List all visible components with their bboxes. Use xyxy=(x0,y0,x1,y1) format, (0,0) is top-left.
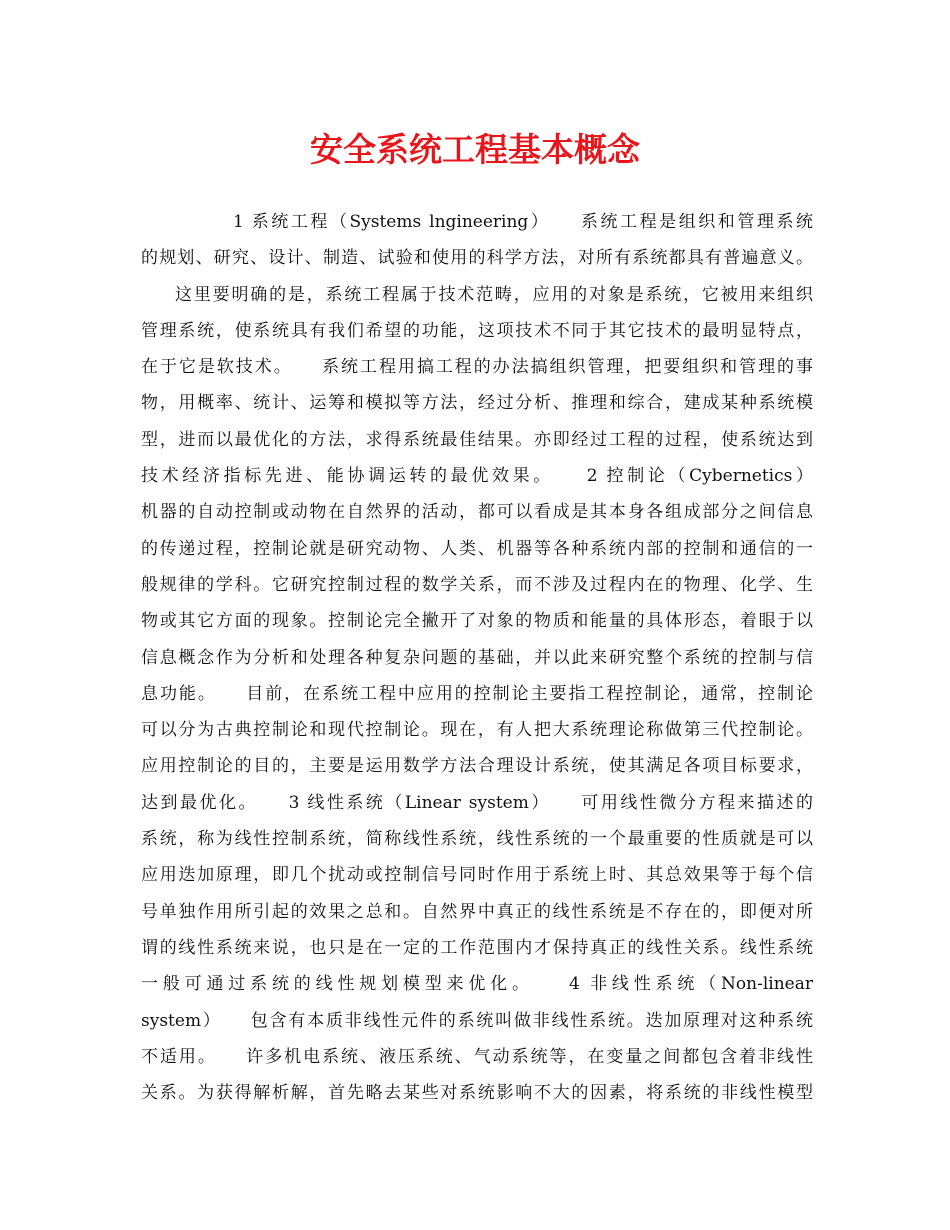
body-line: 机器的自动控制或动物在自然界的活动，都可以看成是其本身各组成部分之间信息 xyxy=(141,502,813,523)
body-line: 型，进而以最优化的方法，求得系统最佳结果。亦即经过工程的过程，使系统达到 xyxy=(141,429,813,450)
body-line: 1 系统工程（Systems lngineering） 系统工程是组织和管理系统 xyxy=(233,212,813,232)
body-line: 系统，称为线性控制系统，简称线性系统，线性系统的一个最重要的性质就是可以 xyxy=(141,829,813,850)
body-line: 达到最优化。 3 线性系统（Linear system） 可用线性微分方程来描述的 xyxy=(141,792,813,813)
body-line: 不适用。 许多机电系统、液压系统、气动系统等，在变量之间都包含着非线性 xyxy=(141,1046,813,1067)
body-line: 谓的线性系统来说，也只是在一定的工作范围内才保持真正的线性关系。线性系统 xyxy=(141,937,813,958)
document-body xyxy=(141,204,813,1111)
document-title: 安全系统工程基本概念 xyxy=(310,130,640,169)
body-line: 物，用概率、统计、运筹和模拟等方法，经过分析、推理和综合，建成某种系统模 xyxy=(141,393,813,414)
body-line: 管理系统，使系统具有我们希望的功能，这项技术不同于其它技术的最明显特点， xyxy=(141,320,813,341)
body-line: 可以分为古典控制论和现代控制论。现在，有人把大系统理论称做第三代控制论。 xyxy=(141,720,813,741)
body-line: system） 包含有本质非线性元件的系统叫做非线性系统。迭加原理对这种系统 xyxy=(141,1010,813,1031)
body-line: 物或其它方面的现象。控制论完全撇开了对象的物质和能量的具体形态，着眼于以 xyxy=(141,611,813,632)
body-line: 一般可通过系统的线性规划模型来优化。 4 非线性系统（Non-linear xyxy=(141,974,813,995)
body-line: 息功能。 目前，在系统工程中应用的控制论主要指工程控制论，通常，控制论 xyxy=(141,683,813,704)
body-line: 号单独作用所引起的效果之总和。自然界中真正的线性系统是不存在的，即便对所 xyxy=(141,901,813,922)
body-line: 关系。为获得解析解，首先略去某些对系统影响不大的因素，将系统的非线性模型 xyxy=(141,1083,813,1104)
body-line: 技术经济指标先进、能协调运转的最优效果。 2 控制论（Cybernetics） xyxy=(141,466,813,487)
body-line: 般规律的学科。它研究控制过程的数学关系，而不涉及过程内在的物理、化学、生 xyxy=(141,574,813,595)
body-line: 这里要明确的是，系统工程属于技术范畴，应用的对象是系统，它被用来组织 xyxy=(175,284,813,305)
body-line: 的传递过程，控制论就是研究动物、人类、机器等各种系统内部的控制和通信的一 xyxy=(141,538,813,559)
body-line: 的规划、研究、设计、制造、试验和使用的科学方法，对所有系统都具有普遍意义。 xyxy=(141,248,813,269)
body-line: 在于它是软技术。 系统工程用搞工程的办法搞组织管理，把要组织和管理的事 xyxy=(141,357,813,378)
body-line: 信息概念作为分析和处理各种复杂问题的基础，并以此来研究整个系统的控制与信 xyxy=(141,647,813,668)
body-line: 应用控制论的目的，主要是运用数学方法合理设计系统，使其满足各项目标要求， xyxy=(141,756,813,777)
body-line: 应用迭加原理，即几个扰动或控制信号同时作用于系统上时、其总效果等于每个信 xyxy=(141,865,813,886)
